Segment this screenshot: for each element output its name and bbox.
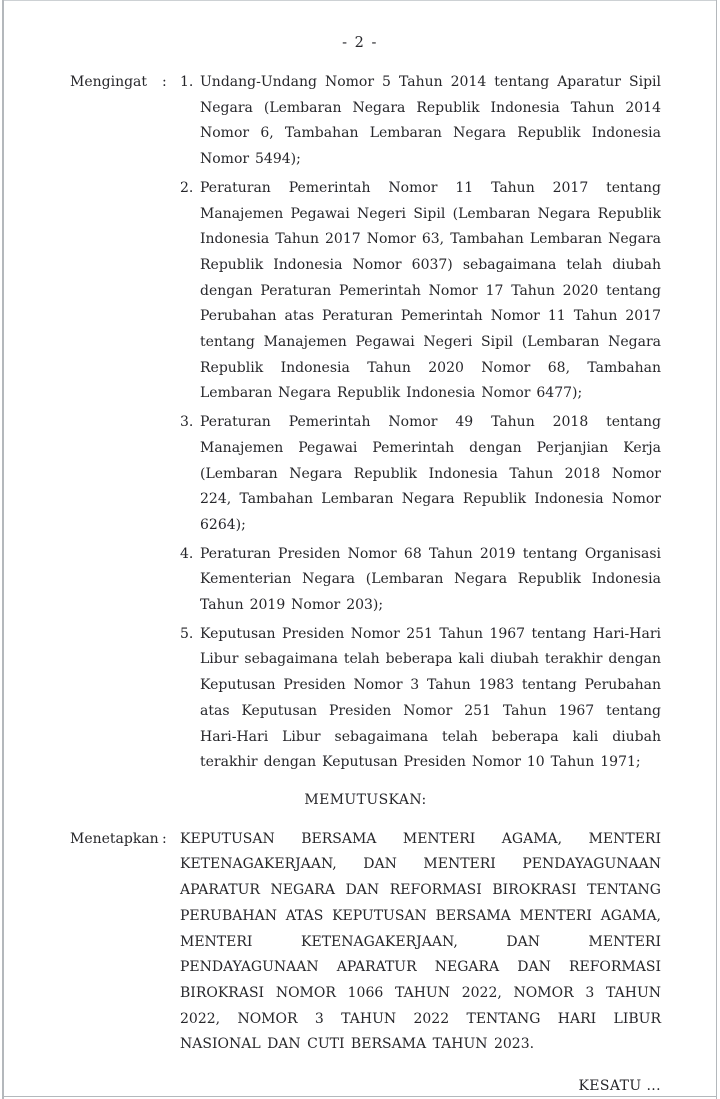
considering-item: [180, 410, 661, 539]
item-text: Peraturan Pemerintah Nomor 11 Tahun 2017 tentang Manajemen Pegawai Negeri Sipil (Lembaran Negara Republik Indonesia Tahun 2017 Nomor 63, Tambahan Lembaran Negara Republik Indonesia Nomor 6037) sebagaimana telah diubah dengan Peraturan Pemerintah Nomor 17 Tahun 2020 tentang Perubahan atas Peraturan Pemerintah Nomor 11 Tahun 2017 tentang Manajemen Pegawai Negeri Sipil (Lembaran Negara Republik Indonesia Tahun 2020 Nomor 68, Tambahan Lembaran Negara Republik Indonesia Nomor 6477);: [200, 179, 661, 402]
considering-section: [70, 70, 661, 776]
item-text: Peraturan Presiden Nomor 68 Tahun 2019 tentang Organisasi Kementerian Negara (Lembaran Negara Republik Indonesia Tahun 2019 Nomor 203);: [200, 545, 661, 614]
considering-item: [180, 70, 661, 173]
considering-item: [180, 542, 661, 619]
stipulating-text: KEPUTUSAN BERSAMA MENTERI AGAMA, MENTERI KETENAGAKERJAAN, DAN MENTERI PENDAYAGUNAAN APARATUR NEGARA DAN REFORMASI BIROKRASI TENTANG PERUBAHAN ATAS KEPUTUSAN BERSAMA MENTERI AGAMA, MENTERI KETENAGAKERJAAN, DAN MENTERI PENDAYAGUNAAN APARATUR NEGARA DAN REFORMASI BIROKRASI NOMOR 1066 TAHUN 2022, NOMOR 3 TAHUN 2022, NOMOR 3 TAHUN 2022 TENTANG HARI LIBUR NASIONAL DAN CUTI BERSAMA TAHUN 2023.: [180, 830, 661, 1053]
item-number: 2.: [180, 179, 194, 196]
item-number: 1.: [180, 74, 194, 90]
considering-colon: :: [162, 74, 167, 90]
considering-label: Mengingat: [70, 74, 148, 90]
item-text: Peraturan Pemerintah Nomor 49 Tahun 2018 tentang Manajemen Pegawai Pemerintah dengan Perjanjian Kerja (Lembaran Negara Republik Indonesia Tahun 2018 Nomor 224, Tambahan Lembaran Negara Republik Indonesia Nomor 6264);: [200, 414, 661, 533]
document-content: [70, 70, 661, 1099]
page-number: - 2 -: [342, 35, 378, 51]
item-text: Keputusan Presiden Nomor 251 Tahun 1967 tentang Hari-Hari Libur sebagaimana telah beberapa kali diubah terakhir dengan Keputusan Presiden Nomor 3 Tahun 1983 tentang Perubahan atas Keputusan Presiden Nomor 251 Tahun 1967 tentang Hari-Hari Libur sebagaimana telah beberapa kali diubah terakhir dengan Keputusan Presiden Nomor 10 Tahun 1971;: [200, 625, 662, 771]
considering-item: [180, 176, 661, 407]
stipulating-label: Menetapkan: [70, 830, 159, 847]
page-edge-right: [716, 0, 718, 1099]
memutuskan-heading: MEMUTUSKAN:: [304, 791, 427, 808]
stipulating-colon: :: [162, 830, 167, 847]
stipulating-section: [70, 827, 661, 1058]
item-text: Undang-Undang Nomor 5 Tahun 2014 tentang Aparatur Sipil Negara (Lembaran Negara Republik Indonesia Tahun 2014 Nomor 6, Tambahan Lembaran Negara Republik Indonesia Nomor 5494);: [200, 74, 661, 168]
item-number: 3.: [180, 414, 194, 431]
catchword: KESATU ...: [578, 1078, 661, 1095]
considering-item: [180, 622, 661, 776]
page-edge-left: [2, 0, 4, 1099]
page-edge-top: [2, 0, 717, 1]
item-number: 5.: [180, 625, 194, 642]
item-number: 4.: [180, 545, 194, 562]
considering-items: [180, 70, 661, 776]
